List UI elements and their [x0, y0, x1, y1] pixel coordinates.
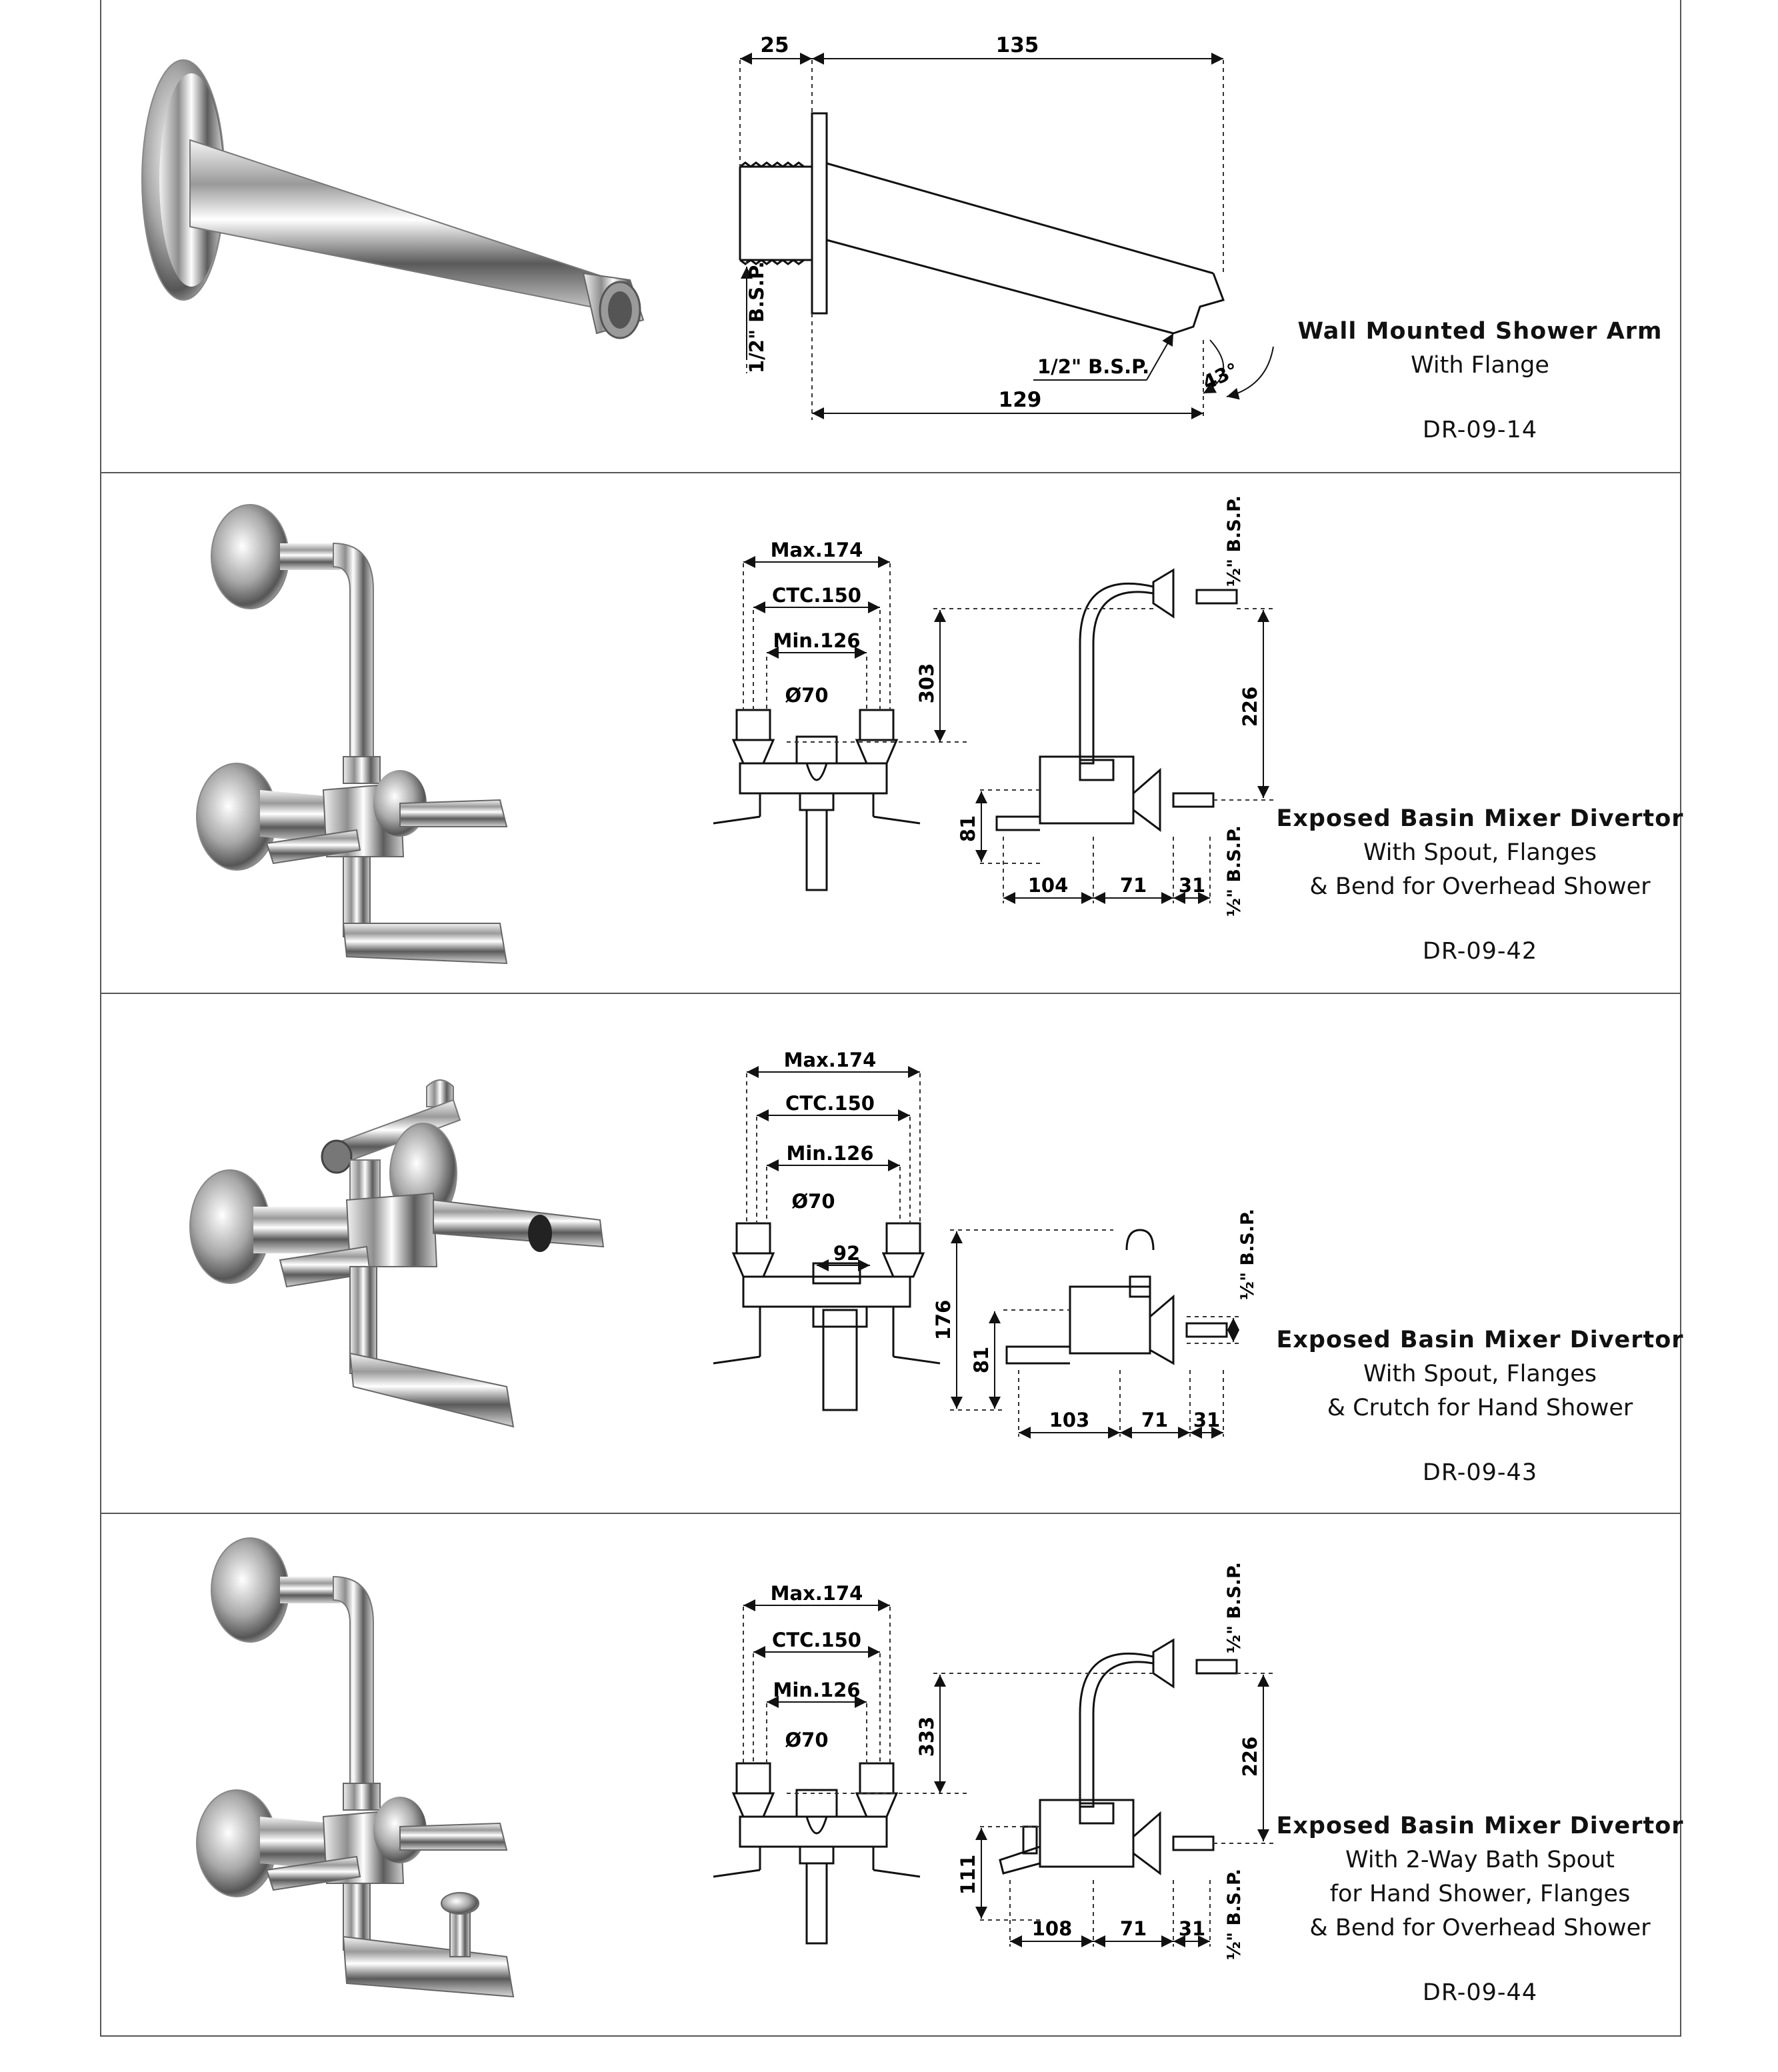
product-subtitle: for Hand Shower, Flanges [1329, 1881, 1631, 1907]
product-description [1260, 1323, 1700, 1490]
dim-top-left: 25 [760, 33, 789, 57]
bsp-label: ½" B.S.P. [1237, 1208, 1258, 1300]
mixer-drawing-44 [707, 1533, 1267, 1960]
dim-top-main: 135 [995, 33, 1039, 57]
thread-outlet: 1/2" B.S.P. [1037, 355, 1150, 378]
row-divider [100, 1513, 1681, 1514]
product-code: DR-09-44 [1422, 1979, 1538, 2006]
dim-d2: 71 [1141, 1409, 1169, 1431]
thread-left: 1/2" B.S.P. [745, 261, 768, 373]
dim-d1: 103 [1049, 1409, 1090, 1431]
dim-d1: 104 [1027, 874, 1069, 897]
bsp-bottom: ½" B.S.P. [1224, 1868, 1245, 1960]
dim-width: 92 [833, 1242, 861, 1265]
row-divider [100, 993, 1681, 994]
dim-d3: 31 [1178, 1917, 1206, 1940]
product-subtitle: With Flange [1411, 352, 1549, 379]
dim-max: Max.174 [770, 539, 863, 561]
shower-arm-drawing [720, 27, 1307, 427]
dim-min: Min.126 [773, 629, 861, 652]
dim-d2: 71 [1119, 874, 1147, 897]
dim-height: 303 [915, 663, 938, 704]
product-subtitle: With 2-Way Bath Spout [1345, 1847, 1615, 1873]
product-subtitle: & Bend for Overhead Shower [1309, 873, 1651, 900]
product-code: DR-09-14 [1422, 417, 1538, 443]
bsp-top: ½" B.S.P. [1224, 1561, 1245, 1653]
product-description [1260, 1809, 1700, 2010]
product-title: Exposed Basin Mixer Divertor [1276, 1813, 1684, 1839]
dim-min: Min.126 [786, 1142, 874, 1165]
mixer-photo-42 [180, 497, 593, 977]
dim-max: Max.174 [783, 1049, 877, 1071]
dim-height: 176 [932, 1299, 955, 1341]
dim-min: Min.126 [773, 1679, 861, 1701]
product-title: Exposed Basin Mixer Divertor [1276, 1327, 1684, 1353]
dim-height: 333 [915, 1716, 938, 1757]
dim-spout-height: 111 [957, 1854, 979, 1895]
mixer-photo-43 [173, 1073, 627, 1447]
dim-rise: 226 [1239, 1736, 1261, 1777]
dim-diameter: Ø70 [785, 684, 829, 707]
row-divider [100, 472, 1681, 473]
product-subtitle: & Bend for Overhead Shower [1309, 1915, 1651, 1941]
product-code: DR-09-42 [1422, 938, 1538, 965]
dim-diameter: Ø70 [791, 1190, 835, 1213]
dim-ctc: CTC.150 [772, 1629, 861, 1651]
dim-rise: 226 [1239, 686, 1261, 727]
dim-d2: 71 [1119, 1917, 1147, 1940]
angle-label: 43° [1199, 358, 1242, 395]
product-subtitle: & Crutch for Hand Shower [1327, 1395, 1633, 1421]
dim-ctc: CTC.150 [785, 1092, 875, 1115]
shower-arm-photo [130, 53, 657, 373]
product-subtitle: With Spout, Flanges [1363, 839, 1597, 866]
dim-bottom: 129 [998, 388, 1042, 412]
dim-diameter: Ø70 [785, 1729, 829, 1751]
product-title: Exposed Basin Mixer Divertor [1276, 805, 1684, 832]
product-description [1260, 802, 1700, 969]
mixer-drawing-42 [707, 490, 1267, 930]
bsp-top: ½" B.S.P. [1224, 495, 1245, 587]
dim-d3: 31 [1193, 1409, 1221, 1431]
mixer-drawing-43 [707, 1030, 1267, 1457]
dim-spout-height: 81 [970, 1346, 993, 1374]
product-title: Wall Mounted Shower Arm [1297, 318, 1663, 345]
mixer-photo-44 [180, 1530, 593, 2023]
dim-spout-height: 81 [957, 815, 979, 843]
dim-ctc: CTC.150 [772, 584, 861, 607]
dim-d1: 108 [1031, 1917, 1073, 1940]
dim-d3: 31 [1178, 874, 1206, 897]
product-code: DR-09-43 [1422, 1459, 1538, 1486]
bsp-bottom: ½" B.S.P. [1224, 825, 1245, 917]
dim-max: Max.174 [770, 1582, 863, 1605]
product-subtitle: With Spout, Flanges [1363, 1361, 1597, 1387]
product-description [1260, 315, 1700, 447]
